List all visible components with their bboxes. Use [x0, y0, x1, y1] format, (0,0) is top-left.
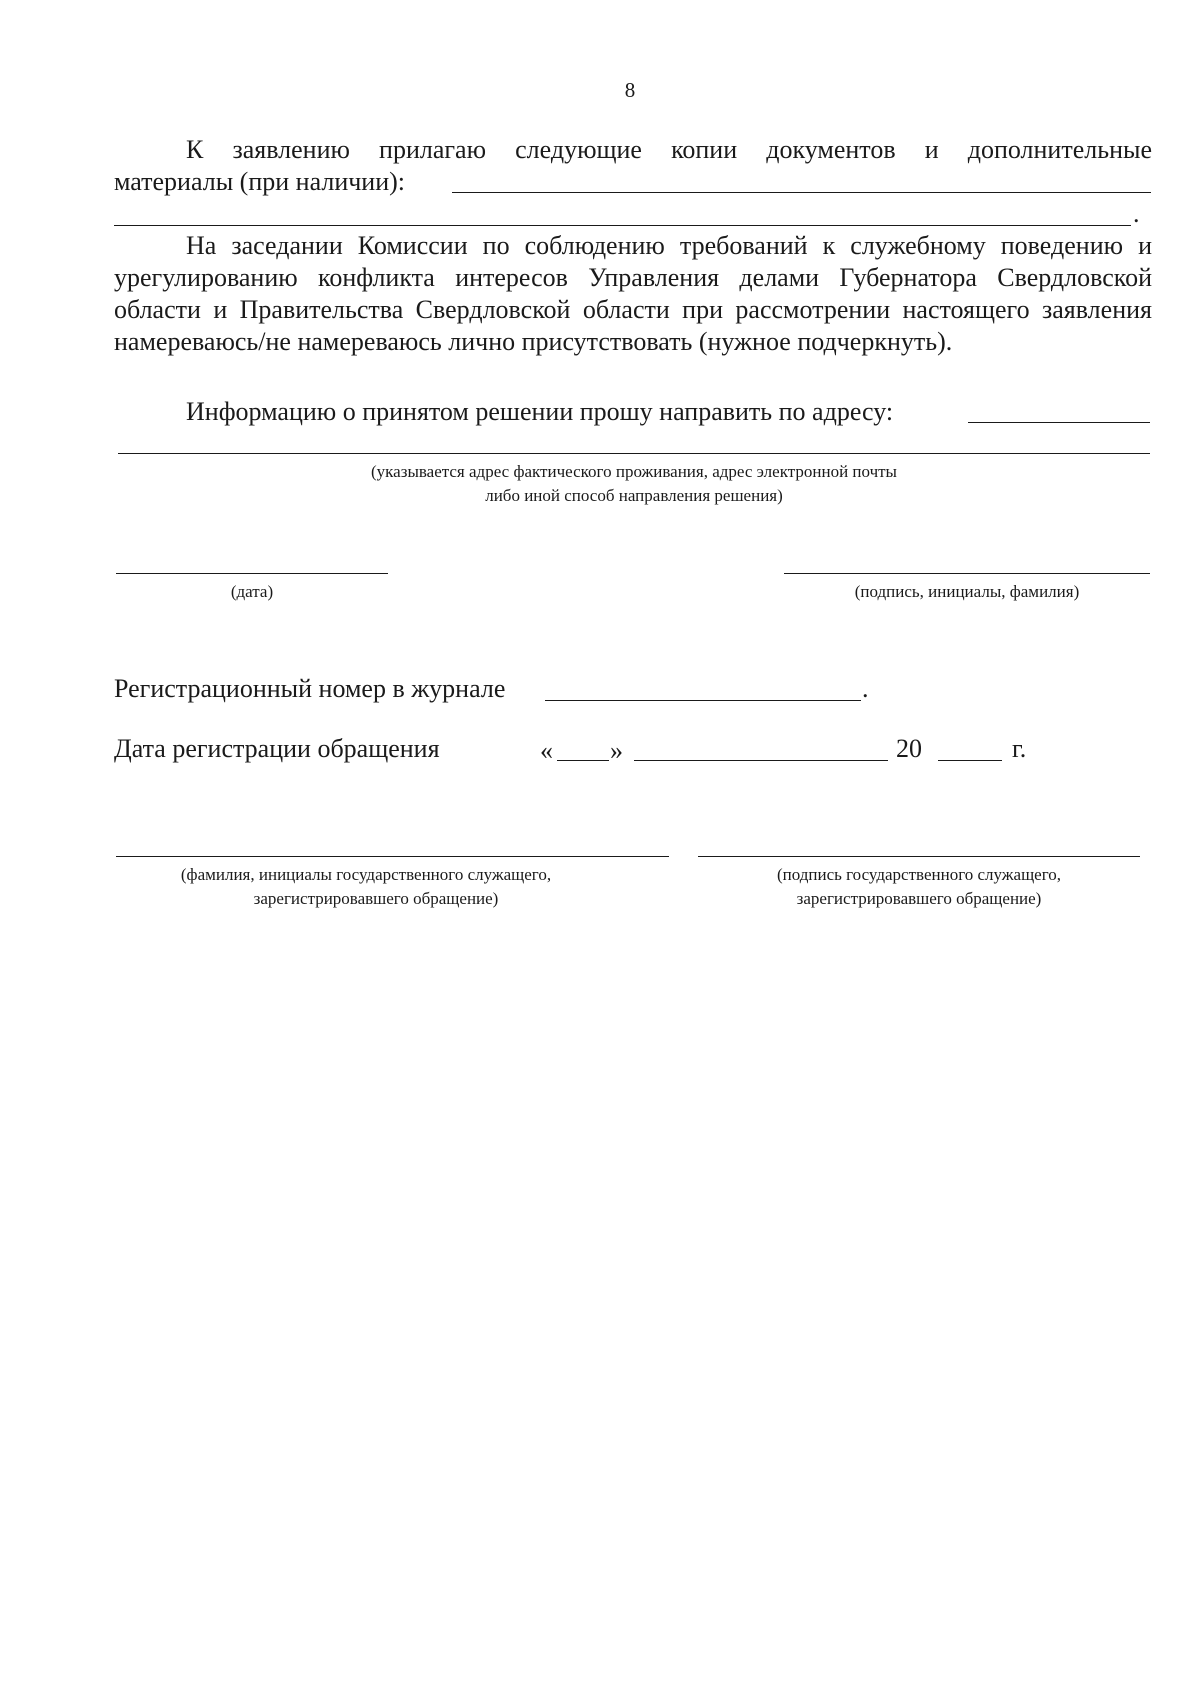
- signature-input-line[interactable]: [784, 573, 1150, 574]
- registration-date-label: Дата регистрации обращения: [114, 734, 440, 763]
- official-signature-label-line-2: зарегистрировавшего обращение): [796, 889, 1042, 908]
- official-signature-label-line-1: (подпись государственного служащего,: [776, 865, 1062, 884]
- registration-number-label: Регистрационный номер в журнале: [114, 674, 506, 703]
- official-signature-input-line[interactable]: [698, 856, 1140, 857]
- registration-year-input-line[interactable]: [938, 760, 1002, 761]
- official-name-label-line-2: зарегистрировавшего обращение): [253, 889, 499, 908]
- decision-hint-line-1: (указывается адрес фактического проживания, адрес электронной почты: [371, 462, 897, 481]
- registration-month-input-line[interactable]: [634, 760, 888, 761]
- official-name-input-line[interactable]: [116, 856, 669, 857]
- decision-text: Информацию о принятом решении прошу направить по адресу:: [186, 397, 894, 426]
- registration-year-suffix: г.: [1012, 734, 1027, 763]
- decision-hint-line-2: либо иной способ направления решения): [485, 486, 783, 505]
- attachments-prefix: материалы (при наличии):: [114, 167, 406, 196]
- signature-label: (подпись, инициалы, фамилия): [854, 582, 1080, 601]
- attachments-line-1: [114, 134, 1152, 166]
- date-input-line[interactable]: [116, 573, 388, 574]
- decision-address-line-2[interactable]: [118, 453, 1150, 454]
- attachments-input-line-2[interactable]: [114, 225, 1131, 226]
- date-quote-close: »: [610, 736, 623, 765]
- commission-paragraph: На заседании Комиссии по соблюдению требований к служебному поведению и урегулированию конфликта интересов Управления делами Губернатора Свердловской области и Правительства Свердловской области при рассмотрении настоящего заявления намереваюсь/не намереваюсь лично присутствовать (нужное подчеркнуть).: [114, 231, 1152, 356]
- registration-number-input-line[interactable]: [545, 700, 861, 701]
- attachments-end-mark: .: [1133, 199, 1140, 228]
- date-quote-open: «: [540, 736, 553, 765]
- page-number: 8: [624, 78, 636, 102]
- attachments-text: К заявлению прилагаю следующие копии документов и дополнительные: [186, 135, 1152, 164]
- official-name-label-line-1: (фамилия, инициалы государственного служащего,: [180, 865, 552, 884]
- registration-number-end: .: [862, 674, 869, 703]
- registration-day-input-line[interactable]: [557, 760, 609, 761]
- decision-address-line-1[interactable]: [968, 422, 1150, 423]
- registration-year-prefix: 20: [896, 734, 922, 763]
- date-label: (дата): [230, 582, 274, 601]
- attachments-line-2: [114, 166, 405, 198]
- attachments-input-line-1[interactable]: [452, 192, 1151, 193]
